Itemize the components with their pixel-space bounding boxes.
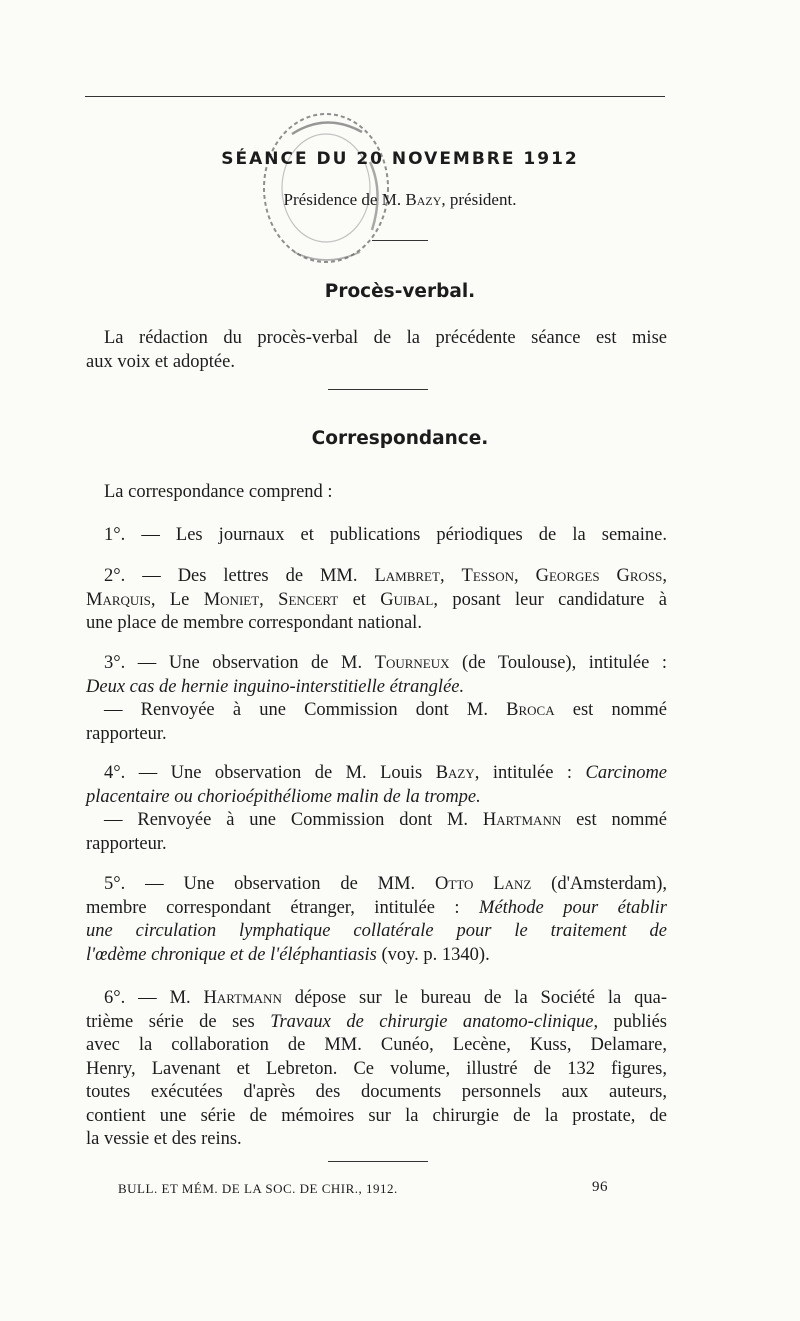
- separator-rule: [328, 1161, 428, 1162]
- correspondance-item-3: 3°. — Une observation de M. Tourneux (de Toulouse), intitulée : Deux cas de hernie inguino-interstitielle étranglée. — Renvoyée à une Commission dont M. Broca est nommé rapporteur.: [86, 653, 668, 744]
- presidence-line: Présidence de M. Bazy, président.: [283, 190, 517, 209]
- correspondance-item-5: 5°. — Une observation de MM. Otto Lanz (d'Amsterdam), membre correspondant étranger, intitulée : Méthode pour établir une circulation lymphatique collatérale pour le traitement de l'œdème chronique et de l'éléphantiasis (voy. p. 1340).: [86, 874, 668, 965]
- correspondance-intro: La correspondance comprend :: [104, 482, 333, 502]
- page-number: 96: [592, 1179, 608, 1195]
- correspondance-heading: Correspondance.: [311, 428, 489, 449]
- correspondance-item-1: 1°. — Les journaux et publications périodiques de la semaine.: [104, 525, 667, 545]
- footer-citation: BULL. ET MÉM. DE LA SOC. DE CHIR., 1912.: [118, 1181, 398, 1196]
- correspondance-item-4: 4°. — Une observation de M. Louis Bazy, intitulée : Carcinome placentaire ou chorioépithéliome malin de la trompe. — Renvoyée à une Commission dont M. Hartmann est nommé rapporteur.: [86, 763, 668, 854]
- separator-rule: [328, 389, 428, 390]
- president-name: Bazy: [405, 190, 442, 209]
- proces-verbal-heading: Procès-verbal.: [324, 281, 476, 302]
- seance-title: SÉANCE DU 20 NOVEMBRE 1912: [221, 149, 579, 169]
- top-rule: [85, 96, 665, 97]
- separator-rule: [372, 240, 428, 241]
- library-stamp-icon: [252, 102, 400, 274]
- correspondance-item-6: 6°. — M. Hartmann dépose sur le bureau de la Société la qua- trième série de ses Travaux de chirurgie anatomo-clinique, publiés avec la collaboration de MM. Cunéo, Lecène, Kuss, Delamare, Henry, Lavenant et Lebreton. Ce volume, illustré de 132 figures, toutes exécutées d'après des documents personnels aux auteurs, contient une série de mémoires sur la chirurgie de la prostate, de la vessie et des reins.: [86, 988, 668, 1149]
- proces-verbal-text: La rédaction du procès-verbal de la précédente séance est mise aux voix et adoptée.: [86, 328, 667, 372]
- correspondance-item-2: 2°. — Des lettres de MM. Lambret, Tesson, Georges Gross, Marquis, Le Moniet, Sencert et Guibal, posant leur candidature à une place de membre correspondant national.: [86, 566, 668, 633]
